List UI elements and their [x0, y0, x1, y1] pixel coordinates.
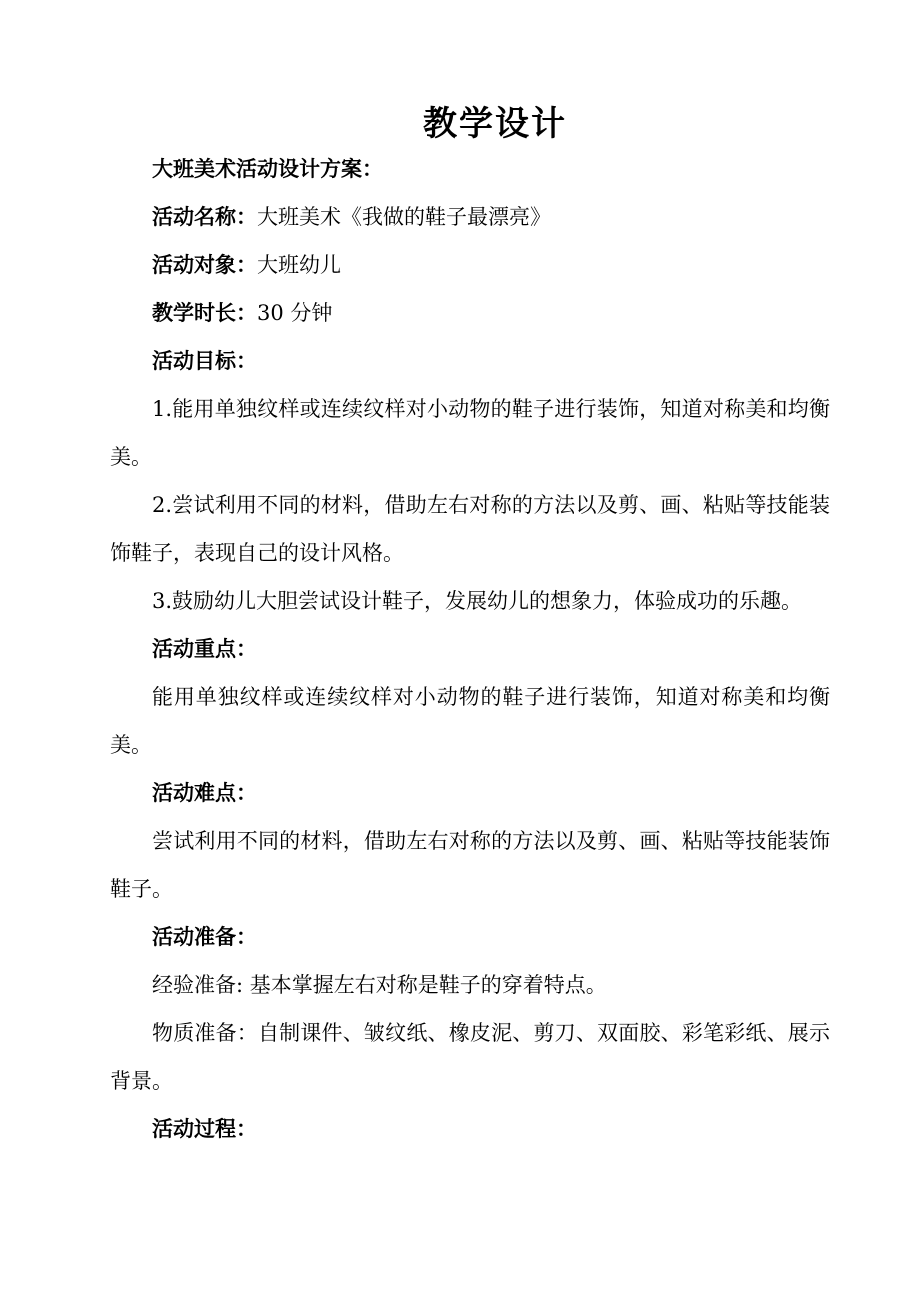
duration-label: 教学时长：: [152, 300, 257, 325]
preparation-heading: 活动准备：: [152, 924, 257, 949]
activity-name-label: 活动名称：: [152, 204, 257, 229]
difficulty-text: 尝试利用不同的材料，借助左右对称的方法以及剪、画、粘贴等技能装饰鞋子。: [110, 829, 830, 901]
plan-heading: 大班美术活动设计方案：: [152, 156, 383, 181]
document-body: [110, 145, 830, 1153]
process-heading: 活动过程：: [152, 1116, 257, 1141]
goal-item-3: 3.鼓励幼儿大胆尝试设计鞋子，发展幼儿的想象力，体验成功的乐趣。: [152, 589, 803, 613]
key-point-heading: 活动重点：: [152, 636, 257, 661]
goal-item-2: 2.尝试利用不同的材料，借助左右对称的方法以及剪、画、粘贴等技能装饰鞋子，表现自己的设计风格。: [110, 493, 830, 565]
difficulty-heading: 活动难点：: [152, 780, 257, 805]
activity-target-label: 活动对象：: [152, 252, 257, 277]
document-title: 教学设计: [423, 104, 567, 144]
experience-preparation: 经验准备: 基本掌握左右对称是鞋子的穿着特点。: [152, 973, 607, 997]
duration-line: [110, 289, 830, 337]
goal-item-1: 1.能用单独纹样或连续纹样对小动物的鞋子进行装饰，知道对称美和均衡美。: [110, 397, 830, 469]
activity-target-line: [110, 241, 830, 289]
activity-name-value: 大班美术《我做的鞋子最漂亮》: [257, 205, 551, 229]
key-point-text: 能用单独纹样或连续纹样对小动物的鞋子进行装饰，知道对称美和均衡美。: [110, 685, 830, 757]
material-preparation: 物质准备：自制课件、皱纹纸、橡皮泥、剪刀、双面胶、彩笔彩纸、展示背景。: [110, 1021, 830, 1093]
goals-heading: 活动目标：: [152, 348, 257, 373]
activity-target-value: 大班幼儿: [257, 253, 341, 277]
duration-value: 30 分钟: [257, 301, 333, 325]
activity-name-line: [110, 193, 830, 241]
